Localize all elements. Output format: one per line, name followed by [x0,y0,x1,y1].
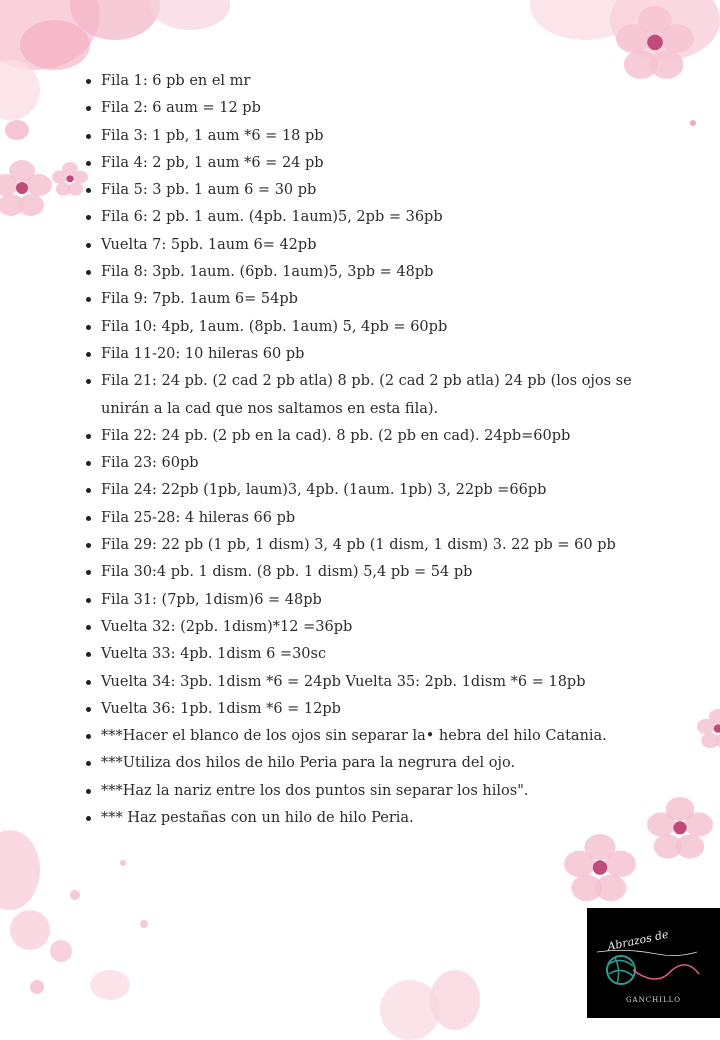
pattern-row: Vuelta 33: 4pb. 1dism 6 =30sc [82,641,642,668]
pattern-row: ***Haz la nariz entre los dos puntos sin separar los hilos". [82,778,642,805]
pattern-row: *** Haz pestañas con un hilo de hilo Peria. [82,805,642,832]
pattern-row: Fila 25-28: 4 hileras 66 pb [82,505,642,532]
pattern-row: Vuelta 36: 1pb. 1dism *6 = 12pb [82,696,642,723]
pattern-row: Fila 8: 3pb. 1aum. (6pb. 1aum)5, 3pb = 48pb [82,259,642,286]
pattern-row: Fila 6: 2 pb. 1 aum. (4pb. 1aum)5, 2pb = 36pb [82,204,642,231]
pattern-row: Fila 29: 22 pb (1 pb, 1 dism) 3, 4 pb (1 dism, 1 dism) 3. 22 pb = 60 pb [82,532,642,559]
crochet-pattern-list [82,68,642,832]
logo-script-text: Abrazos de [606,927,670,954]
pattern-row: Fila 11-20: 10 hileras 60 pb [82,341,642,368]
pattern-row: Vuelta 32: (2pb. 1dism)*12 =36pb [82,614,642,641]
pattern-row: Fila 1: 6 pb en el mr [82,68,642,95]
pattern-row: Vuelta 7: 5pb. 1aum 6= 42pb [82,232,642,259]
brand-logo [587,908,720,1018]
pattern-row: Fila 2: 6 aum = 12 pb [82,95,642,122]
pattern-row: Fila 30:4 pb. 1 dism. (8 pb. 1 dism) 5,4 pb = 54 pb [82,559,642,586]
pattern-row: ***Hacer el blanco de los ojos sin separar la• hebra del hilo Catania. [82,723,642,750]
logo-subtitle: GANCHILLO [625,996,682,1004]
watercolor-splash-bottom-center [380,960,530,1018]
pattern-row: Fila 31: (7pb, 1dism)6 = 48pb [82,587,642,614]
pattern-row: Fila 9: 7pb. 1aum 6= 54pb [82,286,642,313]
pattern-row: Fila 24: 22pb (1pb, laum)3, 4pb. (1aum. 1pb) 3, 22pb =66pb [82,477,642,504]
floral-decoration-bottom-right [560,820,640,910]
pattern-row: Fila 10: 4pb, 1aum. (8pb. 1aum) 5, 4pb = 60pb [82,314,642,341]
floral-decoration-right [640,690,720,910]
pattern-row: Fila 5: 3 pb. 1 aum 6 = 30 pb [82,177,642,204]
pattern-row: Vuelta 34: 3pb. 1dism *6 = 24pb Vuelta 35: 2pb. 1dism *6 = 18pb [82,669,642,696]
pattern-row: Fila 22: 24 pb. (2 pb en la cad). 8 pb. (2 pb en cad). 24pb=60pb [82,423,642,450]
pattern-row: ***Utiliza dos hilos de hilo Peria para la negrura del ojo. [82,750,642,777]
watercolor-splash-bottom-left [0,820,180,1018]
pattern-row: Fila 23: 60pb [82,450,642,477]
pattern-row: Fila 4: 2 pb, 1 aum *6 = 24 pb [82,150,642,177]
pattern-row: Fila 21: 24 pb. (2 cad 2 pb atla) 8 pb. (2 cad 2 pb atla) 24 pb (los ojos se unirán a la cad que nos saltamos en esta fila). [82,368,642,423]
pattern-row: Fila 3: 1 pb, 1 aum *6 = 18 pb [82,123,642,150]
